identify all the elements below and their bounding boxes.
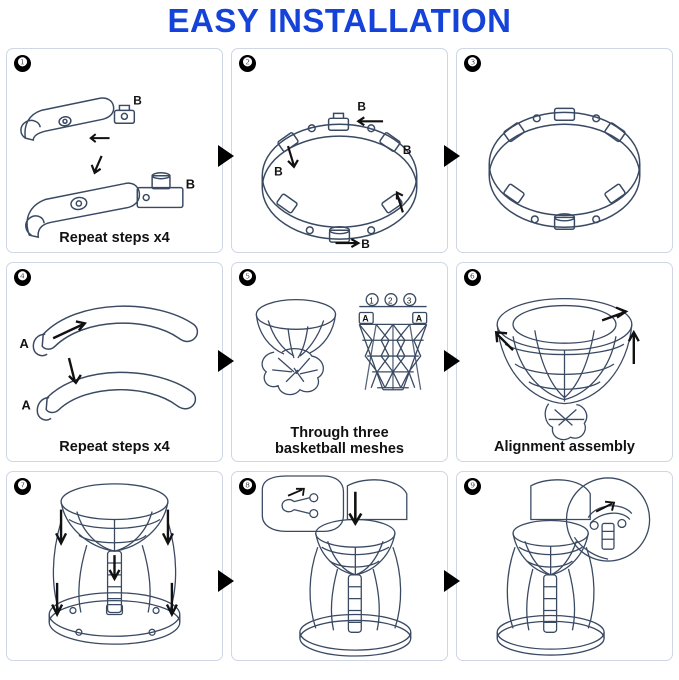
flow-arrow-5-to-6	[444, 350, 460, 372]
step-number-7: ❼	[14, 478, 31, 495]
step-panel-6	[456, 262, 673, 462]
flow-arrow-4-to-5	[218, 350, 234, 372]
svg-text:1: 1	[369, 296, 374, 306]
steps-grid	[6, 48, 673, 672]
step-panel-3	[456, 48, 673, 253]
step-panel-4	[6, 262, 223, 462]
svg-text:B: B	[357, 99, 366, 114]
step-number-6: ❻	[464, 269, 481, 286]
svg-text:B: B	[402, 142, 412, 157]
step-7-illustration	[7, 472, 222, 660]
flow-arrow-7-to-8	[218, 570, 234, 592]
step-1-illustration	[7, 49, 222, 252]
step-4-illustration	[7, 263, 222, 461]
svg-text:B: B	[133, 93, 142, 108]
step-6-caption: Alignment assembly	[493, 438, 635, 455]
step-panel-2	[231, 48, 448, 253]
step-5-caption-line1: Through three	[290, 424, 389, 441]
svg-text:B: B	[185, 176, 196, 192]
svg-text:B: B	[361, 237, 370, 252]
svg-text:3: 3	[406, 296, 412, 306]
svg-text:2: 2	[388, 296, 393, 306]
flow-arrow-2-to-3	[444, 145, 460, 167]
step-panel-9	[456, 471, 673, 661]
svg-text:B: B	[274, 164, 283, 179]
step-3-illustration	[457, 49, 672, 252]
step-5-caption	[232, 425, 447, 457]
step-8-illustration	[232, 472, 447, 660]
step-panel-8	[231, 471, 448, 661]
step-number-3: ❸	[464, 55, 481, 72]
step-number-8: ❽	[239, 478, 256, 495]
svg-text:A: A	[362, 313, 369, 324]
flow-arrow-8-to-9	[444, 570, 460, 592]
page-title: EASY INSTALLATION	[167, 2, 512, 39]
step-5-caption-line2: basketball meshes	[275, 440, 404, 457]
step-number-9: ❾	[464, 478, 481, 495]
step-2-illustration	[232, 49, 447, 252]
step-number-5: ❺	[239, 269, 256, 286]
flow-arrow-1-to-2	[218, 145, 234, 167]
step-4-caption: Repeat steps x4	[59, 438, 170, 455]
step-number-1: ❶	[14, 55, 31, 72]
step-9-illustration	[457, 472, 672, 660]
step-number-4: ❹	[14, 269, 31, 286]
step-panel-5	[231, 262, 448, 462]
svg-text:A: A	[19, 336, 29, 352]
step-1-caption: Repeat steps x4	[59, 229, 170, 246]
step-6-illustration	[457, 263, 672, 461]
step-panel-7	[6, 471, 223, 661]
svg-text:A: A	[21, 397, 31, 413]
svg-text:A: A	[415, 313, 423, 324]
step-number-2: ❷	[239, 55, 256, 72]
step-panel-1	[6, 48, 223, 253]
